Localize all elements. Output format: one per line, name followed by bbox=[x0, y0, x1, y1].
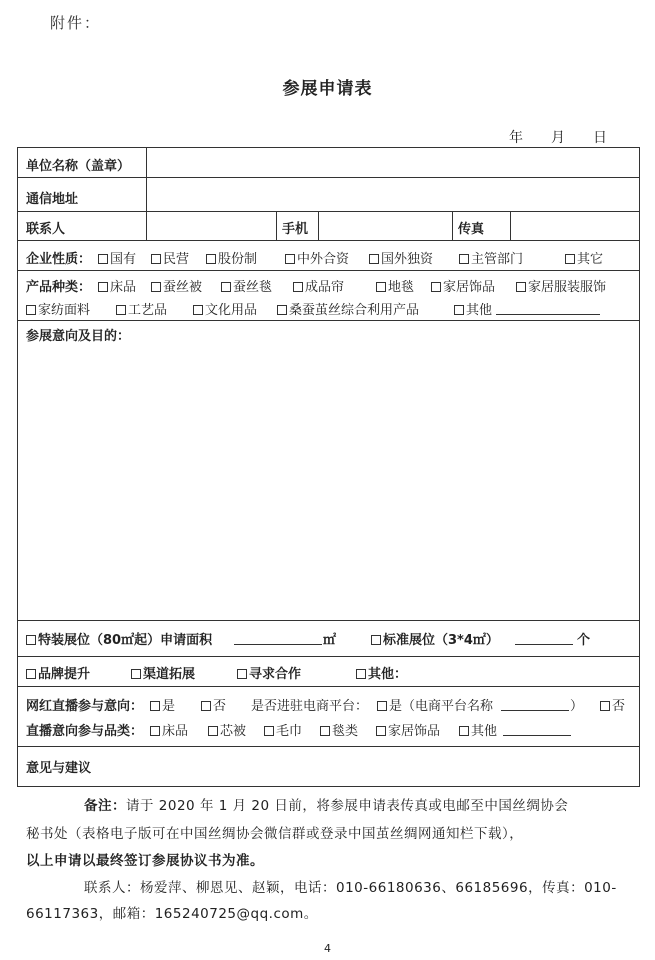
special-booth-option[interactable]: 特装展位（80㎡起）申请面积 bbox=[26, 629, 212, 648]
live-category-other-line[interactable] bbox=[503, 735, 571, 736]
checkbox-icon bbox=[150, 701, 160, 711]
checkbox-icon bbox=[26, 669, 36, 679]
date-month-label: 月 bbox=[551, 130, 565, 146]
product-type-label: 产品种类： bbox=[26, 280, 92, 295]
attachment-label: 附件： bbox=[50, 14, 102, 32]
nature-option-other[interactable]: 其它 bbox=[565, 248, 603, 267]
nature-option-joint-stock[interactable]: 股份制 bbox=[206, 248, 257, 267]
checkbox-icon bbox=[431, 282, 441, 292]
checkbox-icon bbox=[131, 669, 141, 679]
checkbox-icon bbox=[26, 305, 36, 315]
live-category-option[interactable]: 芯被 bbox=[208, 720, 246, 739]
checkbox-icon bbox=[320, 726, 330, 736]
checkbox-icon bbox=[264, 726, 274, 736]
contact-line-1: 联系人：杨爱萍、柳恩见、赵颖，电话：010-66180636、66185696，传真：010- bbox=[84, 880, 617, 896]
platform-close-paren: ） bbox=[570, 699, 584, 714]
page-number: 4 bbox=[324, 942, 331, 955]
product-option[interactable]: 家纺面料 bbox=[26, 299, 90, 318]
checkbox-icon bbox=[150, 726, 160, 736]
standard-booth-option[interactable]: 标准展位（3*4㎡） bbox=[371, 629, 499, 648]
checkbox-icon bbox=[376, 282, 386, 292]
checkbox-icon bbox=[221, 282, 231, 292]
goal-brand-option[interactable]: 品牌提升 bbox=[26, 663, 90, 682]
fax-label: 传真 bbox=[458, 222, 485, 237]
product-option[interactable]: 工艺品 bbox=[116, 299, 167, 318]
checkbox-icon bbox=[98, 254, 108, 264]
checkbox-icon bbox=[377, 701, 387, 711]
platform-yes-option[interactable]: 是（电商平台名称 bbox=[377, 695, 493, 714]
standard-count-unit: 个 bbox=[577, 633, 591, 648]
checkbox-icon bbox=[277, 305, 287, 315]
special-area-line[interactable] bbox=[234, 644, 322, 645]
live-category-option[interactable]: 床品 bbox=[150, 720, 188, 739]
product-option[interactable]: 蚕丝毯 bbox=[221, 276, 272, 295]
mobile-label: 手机 bbox=[282, 222, 309, 237]
product-other-line[interactable] bbox=[496, 314, 600, 315]
checkbox-icon bbox=[454, 305, 464, 315]
checkbox-icon bbox=[356, 669, 366, 679]
date-day-label: 日 bbox=[593, 130, 607, 146]
product-option-other[interactable]: 其他 bbox=[454, 299, 492, 318]
checkbox-icon bbox=[565, 254, 575, 264]
remark-line-2: 秘书处（表格电子版可在中国丝绸协会微信群或登录中国茧丝绸网通知栏下载）， bbox=[26, 826, 524, 842]
standard-count-line[interactable] bbox=[515, 644, 573, 645]
product-option[interactable]: 蚕丝被 bbox=[151, 276, 202, 295]
checkbox-icon bbox=[376, 726, 386, 736]
product-option[interactable]: 文化用品 bbox=[193, 299, 257, 318]
platform-question: 是否进驻电商平台： bbox=[251, 699, 369, 714]
unit-name-label: 单位名称（盖章） bbox=[26, 159, 131, 174]
checkbox-icon bbox=[369, 254, 379, 264]
checkbox-icon bbox=[459, 726, 469, 736]
live-category-option-other[interactable]: 其他 bbox=[459, 720, 497, 739]
live-category-option[interactable]: 毯类 bbox=[320, 720, 358, 739]
product-option[interactable]: 地毯 bbox=[376, 276, 414, 295]
remark-line-1: 备注：请于 2020 年 1 月 20 日前，将参展申请表传真或电邮至中国丝绸协会 bbox=[84, 798, 569, 814]
product-option[interactable]: 家居饰品 bbox=[431, 276, 495, 295]
product-option[interactable]: 床品 bbox=[98, 276, 136, 295]
nature-option-authority[interactable]: 主管部门 bbox=[459, 248, 523, 267]
nature-option-foreign[interactable]: 国外独资 bbox=[369, 248, 433, 267]
live-intent-label: 网红直播参与意向： bbox=[26, 699, 144, 714]
application-form bbox=[17, 147, 640, 787]
contact-line-2: 66117363，邮箱：165240725@qq.com。 bbox=[26, 906, 318, 922]
platform-no-option[interactable]: 否 bbox=[600, 695, 625, 714]
platform-name-line[interactable] bbox=[501, 710, 569, 711]
checkbox-icon bbox=[459, 254, 469, 264]
live-category-option[interactable]: 毛巾 bbox=[264, 720, 302, 739]
checkbox-icon bbox=[285, 254, 295, 264]
product-option[interactable]: 成品帘 bbox=[293, 276, 344, 295]
checkbox-icon bbox=[208, 726, 218, 736]
checkbox-icon bbox=[516, 282, 526, 292]
nature-option-private[interactable]: 民营 bbox=[151, 248, 189, 267]
checkbox-icon bbox=[116, 305, 126, 315]
page-title: 参展申请表 bbox=[282, 79, 373, 99]
checkbox-icon bbox=[237, 669, 247, 679]
date-year-label: 年 bbox=[509, 130, 523, 146]
enterprise-nature-label: 企业性质： bbox=[26, 252, 92, 267]
checkbox-icon bbox=[151, 254, 161, 264]
product-option[interactable]: 家居服装服饰 bbox=[516, 276, 606, 295]
checkbox-icon bbox=[293, 282, 303, 292]
live-category-label: 直播意向参与品类： bbox=[26, 724, 144, 739]
product-option[interactable]: 桑蚕茧丝综合利用产品 bbox=[277, 299, 419, 318]
live-no-option[interactable]: 否 bbox=[201, 695, 226, 714]
checkbox-icon bbox=[600, 701, 610, 711]
address-label: 通信地址 bbox=[26, 192, 79, 207]
checkbox-icon bbox=[26, 635, 36, 645]
checkbox-icon bbox=[371, 635, 381, 645]
special-area-unit: ㎡ bbox=[323, 633, 337, 648]
nature-option-state[interactable]: 国有 bbox=[98, 248, 136, 267]
checkbox-icon bbox=[201, 701, 211, 711]
checkbox-icon bbox=[151, 282, 161, 292]
suggestion-label: 意见与建议 bbox=[26, 761, 92, 776]
checkbox-icon bbox=[206, 254, 216, 264]
goal-other-option[interactable]: 其他： bbox=[356, 663, 407, 682]
checkbox-icon bbox=[98, 282, 108, 292]
goal-channel-option[interactable]: 渠道拓展 bbox=[131, 663, 195, 682]
nature-option-sino-foreign[interactable]: 中外合资 bbox=[285, 248, 349, 267]
contact-label: 联系人 bbox=[26, 222, 66, 237]
live-yes-option[interactable]: 是 bbox=[150, 695, 175, 714]
remark-line-3: 以上申请以最终签订参展协议书为准。 bbox=[26, 853, 264, 869]
intent-label: 参展意向及目的： bbox=[26, 329, 131, 344]
checkbox-icon bbox=[193, 305, 203, 315]
live-category-option[interactable]: 家居饰品 bbox=[376, 720, 440, 739]
goal-cooperation-option[interactable]: 寻求合作 bbox=[237, 663, 301, 682]
